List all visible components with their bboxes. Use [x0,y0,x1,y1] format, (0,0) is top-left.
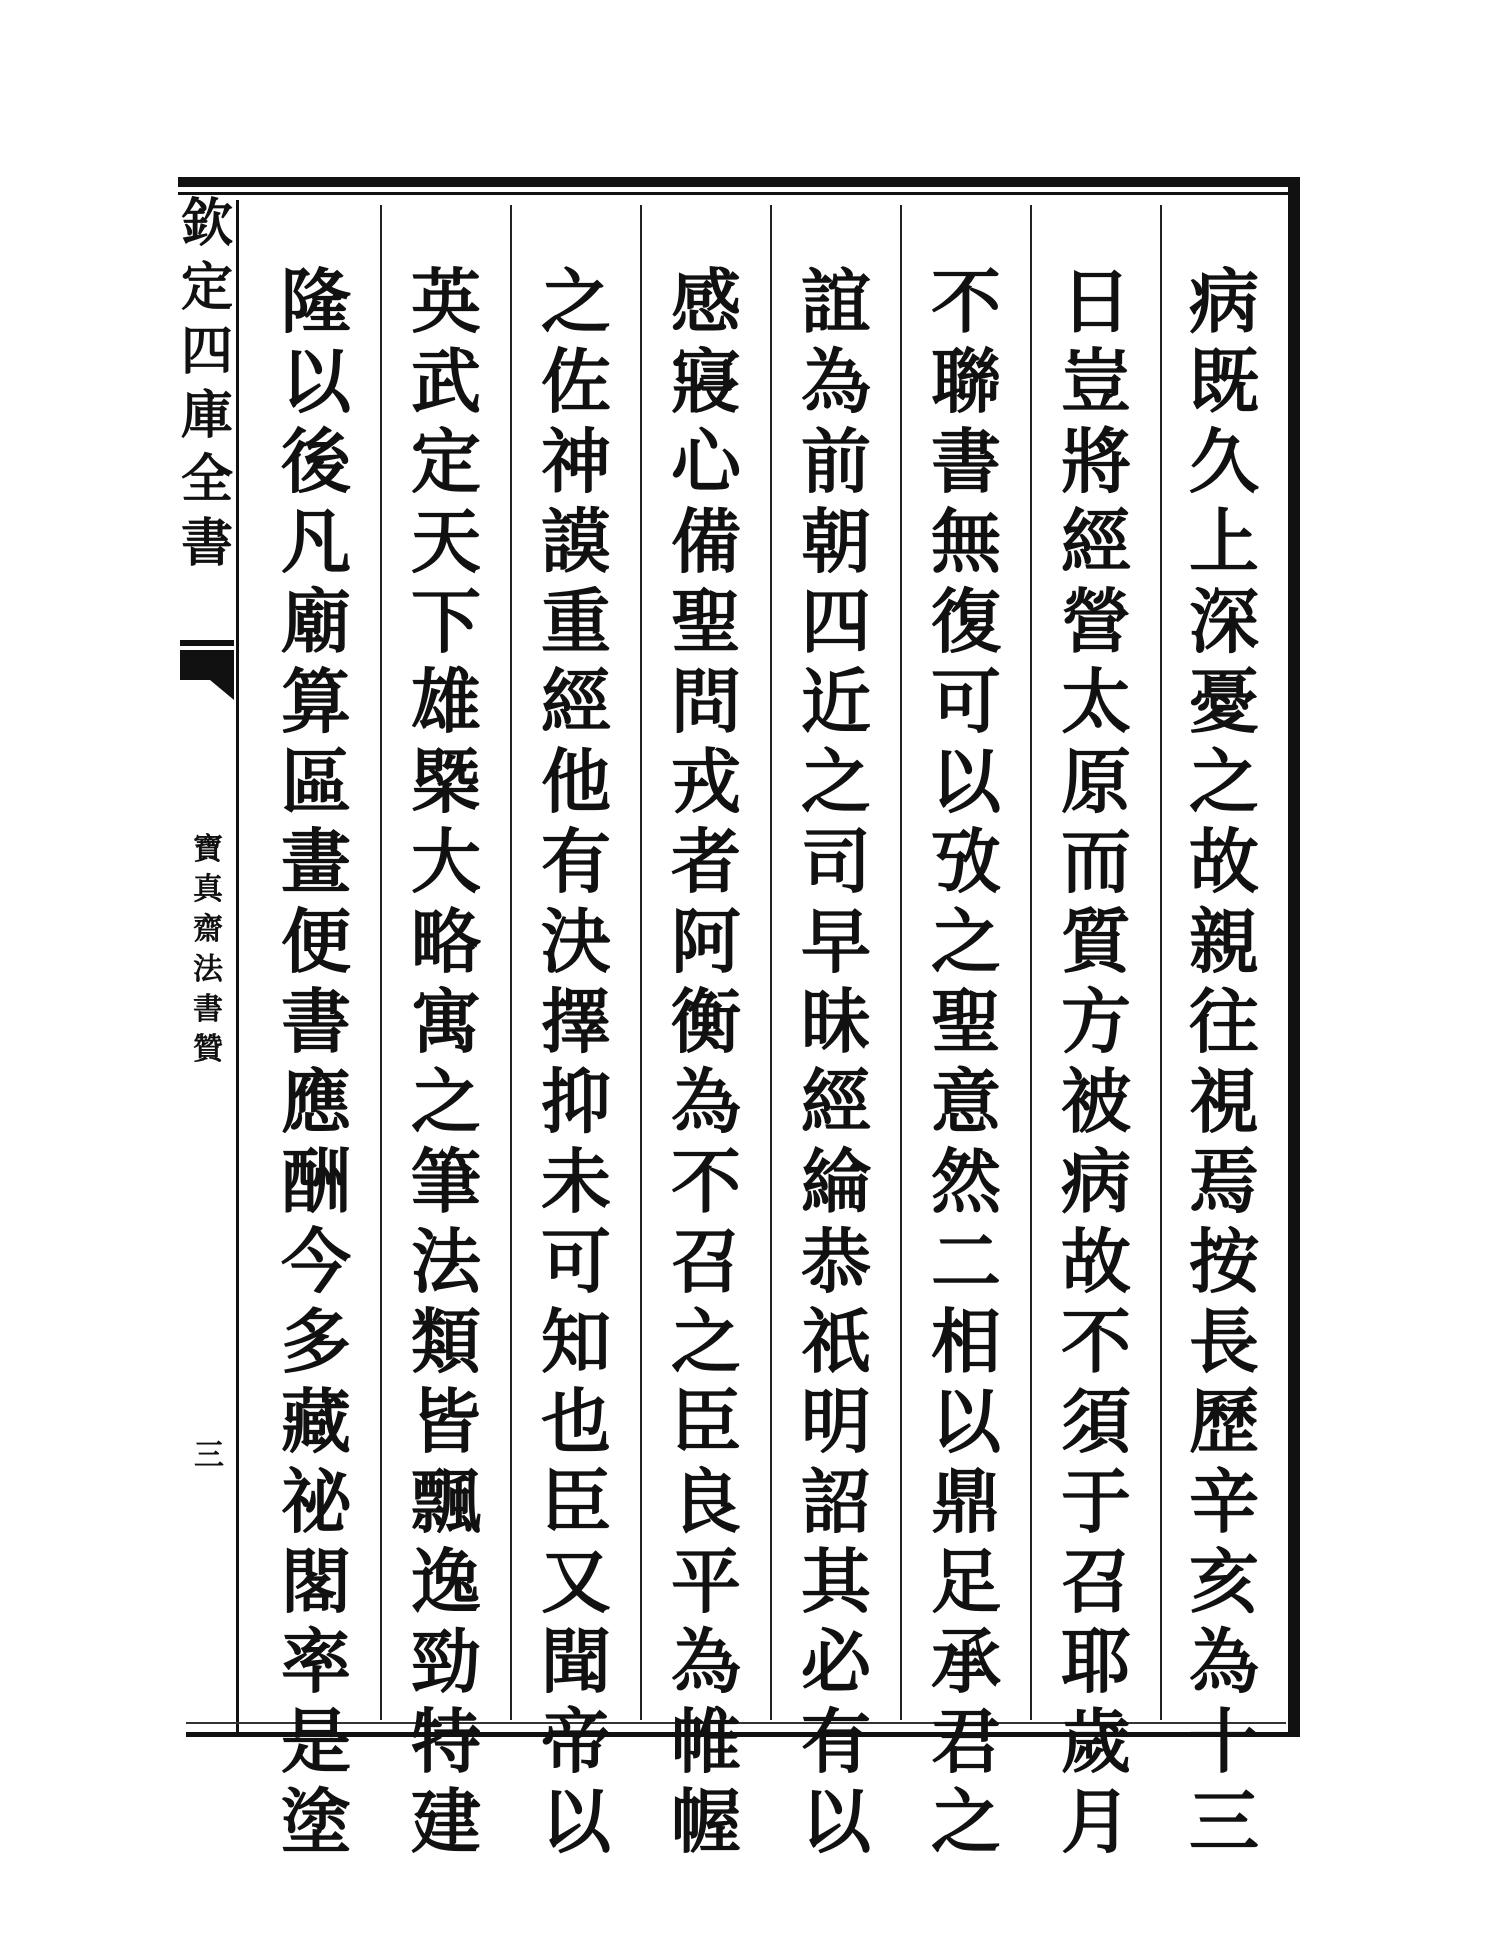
text-column: 病 既 久 上 深 憂 之 故 親 往 視 焉 按 長 歷 辛 亥 為 十 三 [1189,260,1259,1863]
column-separator [1160,205,1162,1720]
margin-book-title: 欽 定 四 庫 全 書 [180,193,233,574]
text-column: 日 豈 將 經 營 太 原 而 質 方 被 病 故 不 須 于 召 耶 歲 月 [1061,260,1131,1863]
text-column: 英 武 定 天 下 雄 槩 大 略 寓 之 筆 法 類 皆 飄 逸 勁 特 建 [411,260,481,1863]
margin-page-number: 三 [194,1438,224,1473]
text-column: 之 佐 神 謨 重 經 他 有 決 擇 抑 未 可 知 也 臣 又 聞 帝 以 [541,260,611,1863]
column-separator [640,205,642,1720]
text-column: 隆 以 後 凡 廟 算 區 畫 便 書 應 酬 今 多 藏 祕 閣 率 是 塗 [281,260,351,1863]
frame-right-rule [1288,180,1300,1735]
column-separator [380,205,382,1720]
column-separator [1030,205,1032,1720]
column-separator [510,205,512,1720]
frame-top-inner-rule [178,192,1294,195]
frame-top-rule [178,177,1300,187]
text-column: 感 寢 心 備 聖 問 戎 者 阿 衡 為 不 召 之 臣 良 平 為 帷 幄 [671,260,741,1863]
text-column: 誼 為 前 朝 四 近 之 司 早 昧 經 綸 恭 祇 明 詔 其 必 有 以 [801,260,871,1863]
fishtail-ornament [180,640,234,720]
column-separator [900,205,902,1720]
text-column: 不 聯 書 無 復 可 以 攷 之 聖 意 然 二 相 以 鼎 足 承 君 之 [931,260,1001,1863]
frame-left-rule [236,200,239,1735]
column-separator [770,205,772,1720]
margin-book-subtitle: 寶 真 齋 法 書 贊 [193,832,223,1067]
